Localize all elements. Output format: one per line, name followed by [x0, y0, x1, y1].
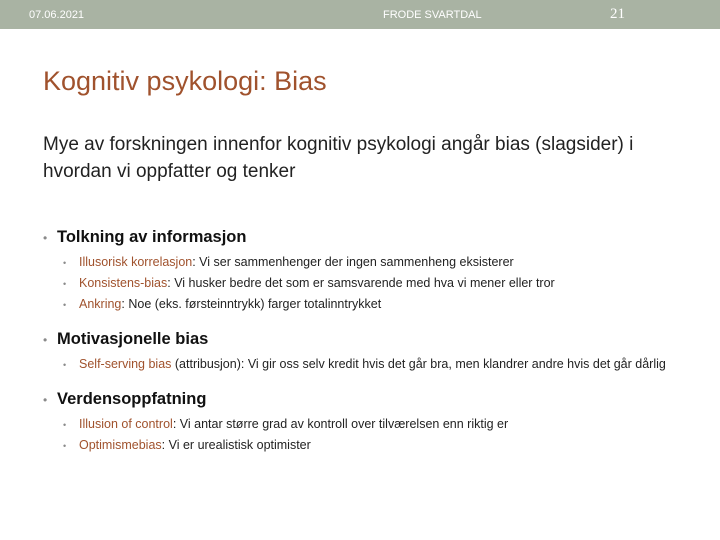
list-item — [63, 295, 693, 314]
section-heading-text: Motivasjonelle bias — [57, 330, 209, 348]
slide-date: 07.06.2021 — [29, 9, 85, 21]
bullet-icon: • — [43, 333, 48, 347]
bias-term: Konsistens-bias — [79, 276, 168, 290]
bias-description: : Vi antar større grad av kontroll over tilværelsen enn riktig er — [172, 417, 509, 431]
list-item-text — [79, 274, 555, 292]
slide-author: FRODE SVARTDAL — [383, 9, 482, 21]
section-interpretation — [43, 226, 693, 314]
section-heading — [43, 226, 693, 249]
bias-description: : Vi er urealistisk optimister — [161, 438, 311, 452]
section-heading — [43, 388, 693, 411]
sub-list — [43, 415, 693, 455]
list-item — [63, 253, 693, 272]
bullet-icon: • — [63, 279, 67, 289]
sub-list — [43, 355, 693, 374]
list-item-text — [79, 355, 666, 373]
section-motivational — [43, 328, 693, 374]
slide-header-bar — [0, 0, 720, 29]
bias-description: (attribusjon): Vi gir oss selv kredit hvis det går bra, men klandrer andre hvis det går dårlig — [171, 357, 666, 371]
bullet-icon: • — [63, 300, 67, 310]
bias-term: Optimismebias — [79, 438, 162, 452]
list-item-text — [79, 295, 381, 313]
list-item-text — [79, 253, 514, 271]
bullet-list — [43, 226, 693, 469]
list-item — [63, 415, 693, 434]
list-item — [63, 355, 693, 374]
bias-term: Self-serving bias — [79, 357, 172, 371]
sub-list — [43, 253, 693, 314]
bias-description: : Noe (eks. førsteinntrykk) farger totalinntrykket — [121, 297, 382, 311]
intro-paragraph: Mye av forskningen innenfor kognitiv psykologi angår bias (slagsider) i hvordan vi oppfatter og tenker — [43, 134, 634, 182]
bullet-icon: • — [63, 360, 67, 370]
bullet-icon: • — [63, 441, 67, 451]
section-heading-text: Verdensoppfatning — [57, 390, 207, 408]
bullet-icon: • — [63, 420, 67, 430]
list-item — [63, 436, 693, 455]
section-heading — [43, 328, 693, 351]
list-item — [63, 274, 693, 293]
bias-term: Ankring — [79, 297, 122, 311]
slide-title: Kognitiv psykologi: Bias — [43, 66, 327, 96]
bullet-icon: • — [43, 231, 48, 245]
section-heading-text: Tolkning av informasjon — [57, 228, 247, 246]
bias-term: Illusorisk korrelasjon — [79, 255, 193, 269]
bullet-icon: • — [63, 258, 67, 268]
bias-description: : Vi husker bedre det som er samsvarende med hva vi mener eller tror — [167, 276, 555, 290]
bias-description: : Vi ser sammenhenger der ingen sammenheng eksisterer — [192, 255, 514, 269]
list-item-text — [79, 436, 311, 454]
bias-term: Illusion of control — [79, 417, 173, 431]
section-worldview — [43, 388, 693, 455]
bullet-icon: • — [43, 393, 48, 407]
slide-page-number: 21 — [610, 6, 625, 22]
list-item-text — [79, 415, 508, 433]
